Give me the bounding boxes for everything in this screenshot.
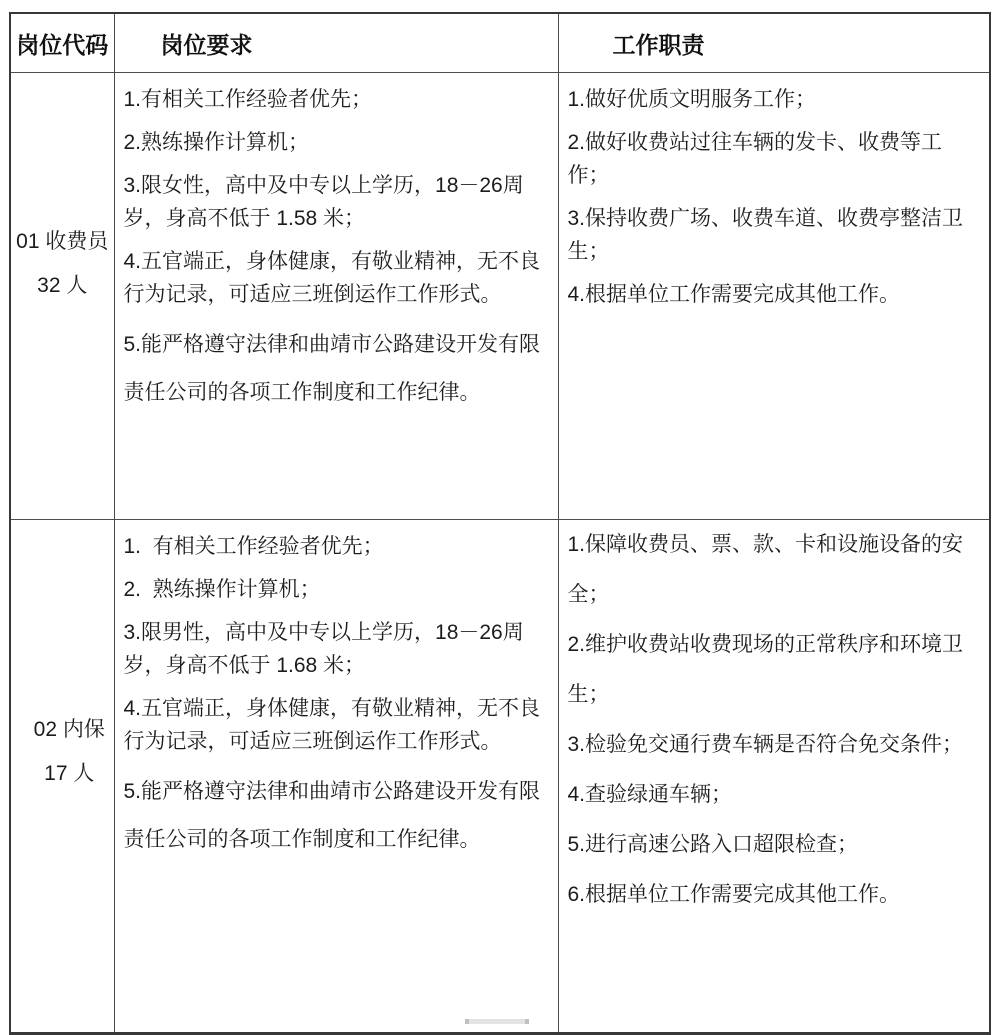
requirement-item-3: 3.限男性，高中及中专以上学历，18－26周岁，身高不低于 1.68 米； <box>123 621 524 677</box>
job-positions-table <box>9 12 991 1035</box>
requirement-item-5: 5.能严格遵守法律和曲靖市公路建设开发有限责任公司的各项工作制度和工作纪律。 <box>123 780 541 851</box>
duties-cell <box>558 520 990 1034</box>
position-code-line: 01 收费员 <box>16 230 109 253</box>
table-row-toll-collector <box>10 73 990 520</box>
position-headcount-line: 17 人 <box>44 762 95 785</box>
duty-item-2: 2.做好收费站过往车辆的发卡、收费等工作； <box>567 131 943 187</box>
duties-cell <box>558 73 990 520</box>
duty-item-6: 6.根据单位工作需要完成其他工作。 <box>567 883 901 906</box>
table-row-internal-security <box>10 520 990 1034</box>
requirement-item-4: 4.五官端正，身体健康，有敬业精神，无不良行为记录，可适应三班倒运作工作形式。 <box>123 250 541 306</box>
position-code-cell <box>10 520 114 1034</box>
requirements-cell <box>114 73 558 520</box>
position-code-cell <box>10 73 114 520</box>
duty-item-4: 4.根据单位工作需要完成其他工作。 <box>567 283 901 306</box>
requirement-item-1: 1. 有相关工作经验者优先； <box>123 535 384 558</box>
duty-item-5: 5.进行高速公路入口超限检查； <box>567 833 859 856</box>
duty-item-3: 3.保持收费广场、收费车道、收费亭整洁卫生； <box>567 207 964 263</box>
duty-item-1: 1.做好优质文明服务工作； <box>567 88 817 111</box>
position-code-block <box>11 220 114 308</box>
requirement-item-5: 5.能严格遵守法律和曲靖市公路建设开发有限责任公司的各项工作制度和工作纪律。 <box>123 333 541 404</box>
position-code-block <box>11 708 114 796</box>
duty-item-4: 4.查验绿通车辆； <box>567 783 733 806</box>
duty-item-1: 1.保障收费员、票、款、卡和设施设备的安全； <box>567 533 964 606</box>
requirement-item-2: 2.熟练操作计算机； <box>123 131 310 154</box>
requirements-cell <box>114 520 558 1034</box>
requirement-item-4: 4.五官端正，身体健康，有敬业精神，无不良行为记录，可适应三班倒运作工作形式。 <box>123 697 541 753</box>
requirement-item-2: 2. 熟练操作计算机； <box>123 578 321 601</box>
header-cell-position-code: 岗位代码 <box>10 13 114 73</box>
duty-item-3: 3.检验免交通行费车辆是否符合免交条件； <box>567 733 964 756</box>
position-code-line: 02 内保 <box>33 718 105 741</box>
table-header-row <box>10 13 990 73</box>
requirement-item-1: 1.有相关工作经验者优先； <box>123 88 373 111</box>
position-headcount-line: 32 人 <box>37 274 88 297</box>
duty-item-2: 2.维护收费站收费现场的正常秩序和环境卫生； <box>567 633 964 706</box>
header-cell-requirements: 岗位要求 <box>114 13 558 73</box>
header-cell-duties: 工作职责 <box>558 13 990 73</box>
requirement-item-3: 3.限女性，高中及中专以上学历，18－26周岁，身高不低于 1.58 米； <box>123 174 524 230</box>
table-resize-handle[interactable] <box>467 1019 527 1024</box>
